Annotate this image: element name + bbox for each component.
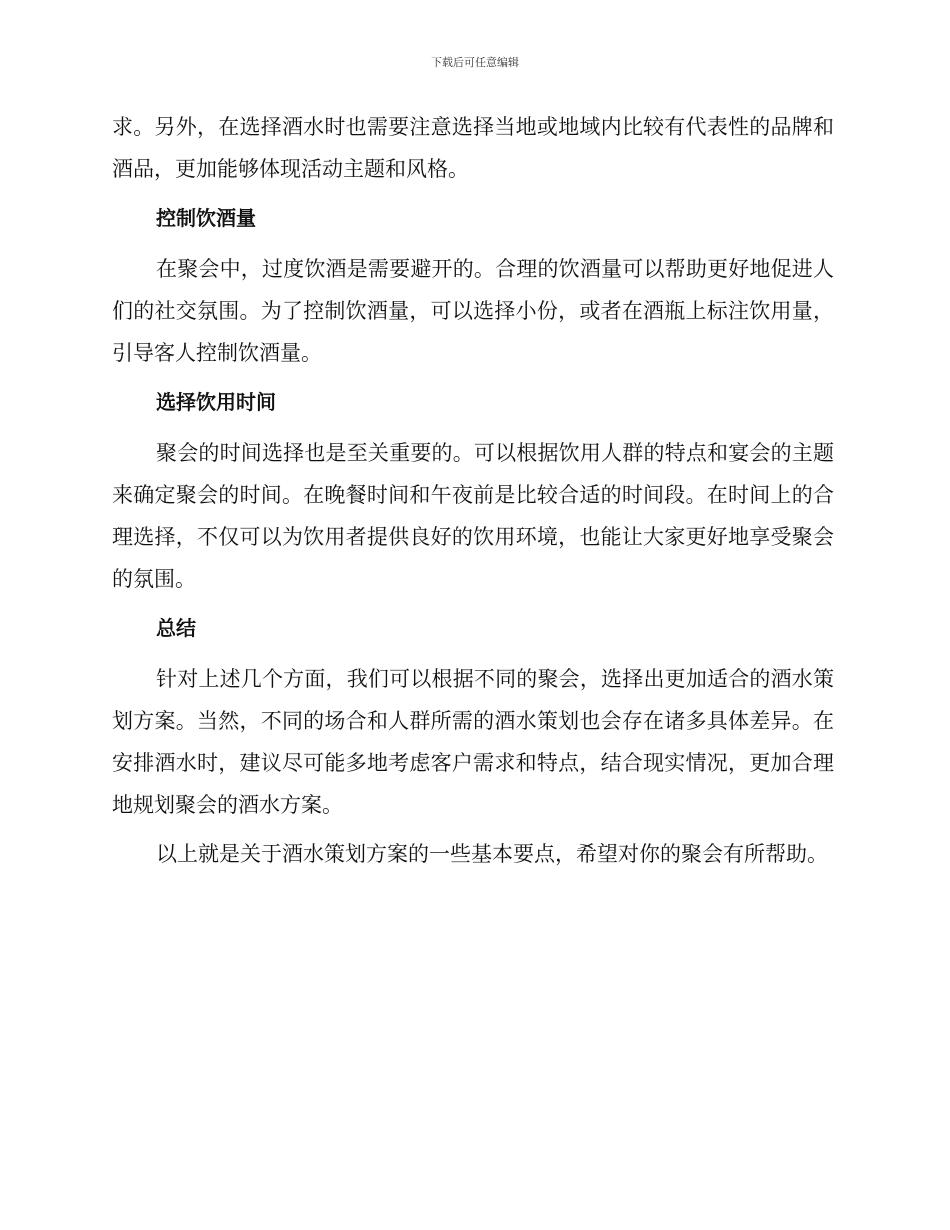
page-header: 下载后可任意编辑 [431, 56, 519, 69]
section-heading-control-drinking: 控制饮酒量 [156, 206, 256, 230]
paragraph-continuation: 求。另外，在选择酒水时也需要注意选择当地或地域内比较有代表性的品牌和酒品，更加能够体现活动主题和风格。 [112, 115, 834, 181]
paragraph-closing: 以上就是关于酒水策划方案的一些基本要点，希望对你的聚会有所帮助。 [156, 842, 828, 866]
paragraph-summary: 针对上述几个方面，我们可以根据不同的聚会，选择出更加适合的酒水策划方案。当然，不同的场合和人群所需的酒水策划也会存在诸多具体差异。在安排酒水时，建议尽可能多地考虑客户需求和特点，结合现实情况，更加合理地规划聚会的酒水方案。 [112, 667, 834, 817]
section-heading-summary: 总结 [156, 616, 196, 640]
paragraph-drinking-time: 聚会的时间选择也是至关重要的。可以根据饮用人群的特点和宴会的主题来确定聚会的时间。在晚餐时间和午夜前是比较合适的时间段。在时间上的合理选择，不仅可以为饮用者提供良好的饮用环境，也能让大家更好地享受聚会的氛围。 [112, 441, 834, 591]
document-body [112, 106, 834, 882]
paragraph-control-drinking: 在聚会中，过度饮酒是需要避开的。合理的饮酒量可以帮助更好地促进人们的社交氛围。为了控制饮酒量，可以选择小份，或者在酒瓶上标注饮用量，引导客人控制饮酒量。 [112, 257, 834, 365]
section-heading-drinking-time: 选择饮用时间 [156, 390, 276, 414]
